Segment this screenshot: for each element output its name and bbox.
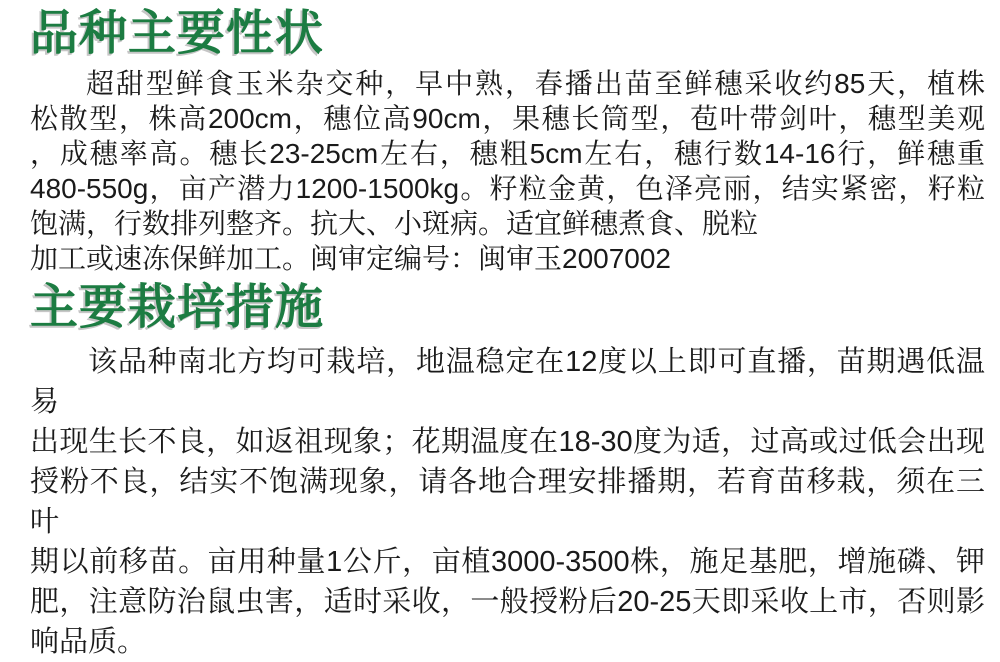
text-line: 超甜型鲜食玉米杂交种，早中熟，春播出苗至鲜穗采收约85天，植株 (86, 68, 985, 99)
text-line: 出现生长不良，如返祖现象；花期温度在18-30度为适，过高或过低会出现 (30, 426, 985, 458)
cultivation-measures-paragraph (30, 342, 985, 662)
text-line: 期以前移苗。亩用种量1公斤，亩植3000-3500株，施足基肥，增施磷、钾 (30, 546, 985, 578)
text-line: 该品种南北方均可栽培，地温稳定在12度以上即可直播，苗期遇低温易 (30, 346, 985, 418)
seed-packet-description-page (0, 8, 1000, 662)
section-heading-variety-traits: 品种主要性状 (30, 7, 325, 60)
text-line: ，成穗率高。穗长23-25cm左右，穗粗5cm左右，穗行数14-16行，鲜穗重 (30, 138, 985, 169)
text-line: 饱满，行数排列整齐。抗大、小斑病。适宜鲜穗煮食、脱粒 (30, 208, 759, 239)
section-heading-cultivation-measures: 主要栽培措施 (30, 281, 325, 334)
variety-traits-paragraph (30, 66, 985, 276)
text-line: 响品质。 (30, 626, 147, 658)
text-line: 肥，注意防治鼠虫害，适时采收，一般授粉后20-25天即采收上市，否则影 (30, 586, 985, 618)
text-line: 加工或速冻保鲜加工。闽审定编号：闽审玉2007002 (30, 243, 672, 274)
text-line: 授粉不良，结实不饱满现象，请各地合理安排播期，若育苗移栽，须在三叶 (30, 466, 985, 538)
text-line: 松散型，株高200cm，穗位高90cm，果穗长筒型，苞叶带剑叶，穗型美观 (30, 103, 985, 134)
text-line: 480-550g，亩产潜力1200-1500kg。籽粒金黄，色泽亮丽，结实紧密，籽粒 (30, 173, 985, 204)
